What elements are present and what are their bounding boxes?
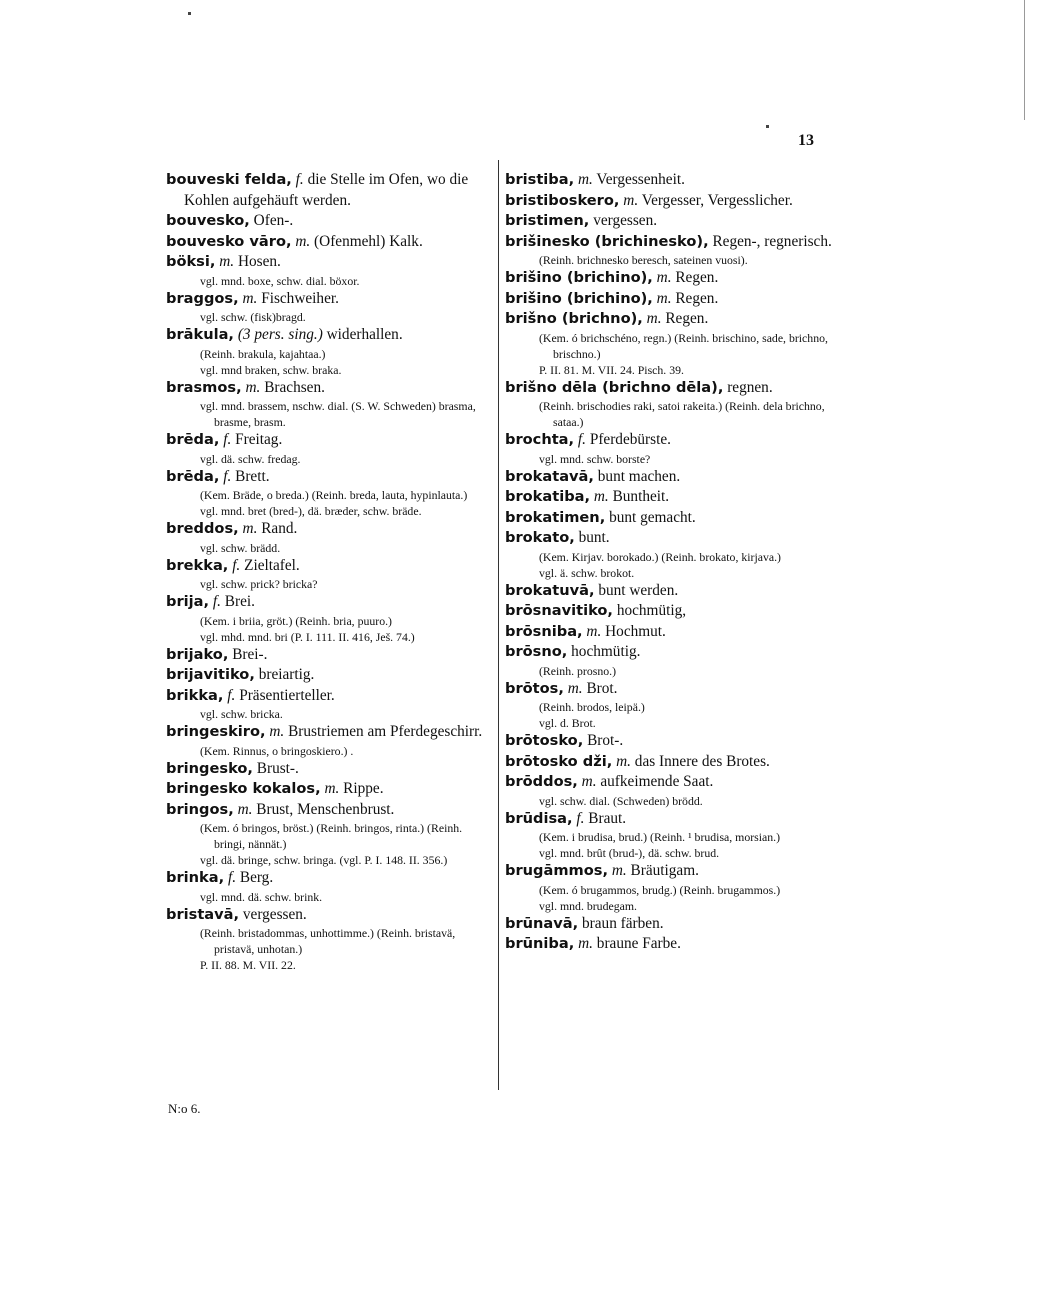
dictionary-entry [166,519,496,540]
dictionary-entry [166,430,496,451]
definition: Brett. [235,467,270,485]
scan-edge-line [1024,0,1025,120]
grammar-label: m. [611,862,627,879]
dictionary-entry [505,170,840,191]
dictionary-entry [505,861,840,882]
etymology-note: (Reinh. brischodies raki, satoi rakeita.) (Reinh. dela brichno, sataa.) [539,399,825,429]
etymology-note: vgl. mnd. schw. borste? [539,451,651,466]
headword: brišino (brichino), [505,289,653,307]
grammar-label: f. [232,556,241,574]
grammar-label: f. [223,431,232,448]
definition: hochmütig. [571,643,641,660]
dictionary-entry [505,268,840,289]
headword: bringos, [166,800,234,818]
definition: Pferdebürste. [589,431,671,448]
headword: brinka, [166,869,225,886]
dictionary-entry [166,592,496,613]
etymology-note: (Reinh. prosno.) [539,663,616,678]
dictionary-entry [166,779,496,800]
headword: brija, [166,593,210,610]
headword: braggos, [166,289,239,307]
dictionary-entry [166,686,496,707]
definition: Regen-, regnerisch. [712,232,832,250]
etymology-note: vgl. schw. prick? bricka? [200,577,318,591]
dictionary-entry [505,914,840,935]
headword: brōsnavitiko, [505,602,613,619]
etymology-note: vgl. mnd. brût (brud-), dä. schw. brud. [539,846,720,860]
definition: hochmütig, [616,602,687,619]
etymology-note: vgl. ä. schw. brokot. [539,565,635,580]
definition: Vergesser, Vergesslicher. [641,191,793,209]
definition: Brustriemen am Pferdegeschirr. [288,723,483,740]
headword: brijako, [166,645,229,663]
definition: Ofen-. [253,212,294,229]
etymology-note: vgl. dä. bringe, schw. bringa. (vgl. P. I. 148. II. 356.) [200,853,448,867]
etymology-note: vgl. mnd. brudegam. [539,898,637,913]
headword: brūdisa, [505,809,573,827]
dictionary-entry [505,731,840,752]
dictionary-entry [166,556,496,577]
headword: bringesko kokalos, [166,780,321,797]
scan-speck [766,125,769,128]
etymology-note: (Kem. Bräde, o breda.) (Reinh. breda, lauta, hypinlauta.) [200,488,468,502]
dictionary-entry [505,581,840,602]
dictionary-entry [505,191,840,212]
grammar-label: f. [227,869,237,886]
definition: Brust-. [256,759,299,777]
dictionary-entry [505,642,840,663]
headword: brōtosko, [505,732,584,749]
headword: bouveski felda, [166,171,292,188]
grammar-label: (3 pers. sing.) [237,326,323,343]
grammar-label: m. [237,800,253,818]
headword: böksi, [166,253,216,270]
grammar-label: m. [324,780,340,797]
headword: bristiba, [505,171,575,188]
dictionary-entry [505,528,840,549]
dictionary-entry [166,467,496,488]
definition: Berg. [239,869,274,886]
dictionary-entry [166,170,496,211]
headword: brokatavā, [505,467,594,485]
definition: Freitag. [235,431,283,448]
definition: Regen. [675,269,719,286]
headword: brišino (brichino), [505,269,653,286]
grammar-label: m. [581,773,597,790]
headword: brēda, [166,467,220,485]
headword: brochta, [505,431,575,448]
definition: bunt werden. [598,581,679,599]
column-divider [498,160,499,1090]
headword: bouvesko, [166,212,250,229]
definition: Hochmut. [605,622,666,640]
definition: bunt gemacht. [609,508,696,526]
definition: breiartig. [258,666,315,683]
definition: Braut. [588,809,627,827]
dictionary-entry [505,772,840,793]
dictionary-entry [505,622,840,643]
etymology-note: (Kem. ó bringos, bröst.) (Reinh. bringos, rinta.) (Reinh. bringi, nännät.) [200,821,463,851]
etymology-note: vgl. schw. brädd. [200,540,281,555]
definition: widerhallen. [326,326,403,343]
left-column [166,170,496,973]
headword: breddos, [166,520,239,537]
definition: Rand. [261,520,298,537]
dictionary-entry [505,752,840,773]
dictionary-entry [505,508,840,529]
dictionary-entry [166,868,496,889]
dictionary-entry [505,309,840,330]
dictionary-entry [166,759,496,780]
signature-mark: N:o 6. [168,1101,201,1116]
dictionary-entry [505,430,840,451]
headword: brōddos, [505,773,578,790]
etymology-note: (Reinh. bristadommas, unhottimme.) (Reinh. bristavä, pristavä, unhotan.) [200,926,456,956]
grammar-label: f. [212,593,221,610]
etymology-note: vgl. mhd. mnd. bri (P. I. 111. II. 416, Ješ. 74.) [200,629,415,644]
definition: die Stelle im Ofen, wo die Kohlen aufgehäuft werden. [184,171,469,209]
grammar-label: m. [593,488,609,505]
etymology-note: vgl. mnd. brassem, nschw. dial. (S. W. Schweden) brasma, brasme, brasm. [200,399,476,429]
definition: Hosen. [237,253,281,270]
etymology-note: vgl. mnd braken, schw. braka. [200,362,342,377]
etymology-note: vgl. schw. bricka. [200,707,283,721]
headword: bouvesko vāro, [166,232,292,250]
etymology-note: vgl. mnd. bret (bred-), dä. bræder, schw. bräde. [200,504,422,518]
headword: bristimen, [505,212,590,229]
definition: vergessen. [593,212,658,229]
grammar-label: m. [577,171,593,188]
headword: brūniba, [505,935,575,952]
grammar-label: m. [586,622,602,640]
grammar-label: m. [567,679,583,697]
definition: das Innere des Brotes. [634,752,770,770]
headword: brugāmmos, [505,862,608,879]
dictionary-entry [505,679,840,700]
headword: brūnavā, [505,914,579,932]
definition: Regen. [675,289,719,307]
dictionary-entry [505,934,840,955]
headword: brōtos, [505,679,564,697]
dictionary-entry [166,722,496,743]
definition: bunt machen. [597,467,681,485]
etymology-note: P. II. 88. M. VII. 22. [200,958,296,972]
grammar-label: m. [616,752,631,770]
definition: Brust, Menschenbrust. [256,800,395,818]
dictionary-entry [505,467,840,488]
definition: braune Farbe. [596,935,681,952]
etymology-note: (Kem. ó brichschéno, regn.) (Reinh. brischino, sade, brichno, brischno.) [539,330,828,361]
definition: Brot-. [587,732,624,749]
definition: Regen. [665,310,709,327]
scan-speck [188,12,191,15]
etymology-note: vgl. d. Brot. [539,716,596,730]
grammar-label: f. [227,686,236,704]
definition: vergessen. [242,905,307,923]
headword: brōsno, [505,643,568,660]
etymology-note: (Kem. i brudisa, brud.) (Reinh. ¹ brudisa, morsian.) [539,830,781,844]
grammar-label: f. [223,467,232,485]
dictionary-entry [166,665,496,686]
definition: Fischweiher. [261,289,339,307]
definition: aufkeimende Saat. [600,773,714,790]
grammar-label: m. [245,378,261,396]
dictionary-entry [166,325,496,346]
definition: Zieltafel. [244,556,300,574]
headword: brokatiba, [505,488,591,505]
definition: bunt. [578,529,610,546]
headword: brekka, [166,556,229,574]
right-column [505,170,840,955]
grammar-label: m. [656,269,672,286]
etymology-note: vgl. schw. dial. (Schweden) brödd. [539,793,703,808]
etymology-note: P. II. 81. M. VII. 24. Pisch. 39. [539,362,684,377]
headword: brokato, [505,529,575,546]
grammar-label: m. [656,289,672,307]
headword: brišinesko (brichinesko), [505,232,709,250]
etymology-note: (Reinh. brodos, leipä.) [539,700,645,714]
definition: Brachsen. [264,378,325,396]
dictionary-entry [166,252,496,273]
headword: brēda, [166,431,220,448]
dictionary-entry [505,601,840,622]
dictionary-entry [166,905,496,926]
dictionary-entry [166,232,496,253]
grammar-label: m. [219,253,235,270]
headword: brokatuvā, [505,581,595,599]
definition: regnen. [727,378,773,396]
headword: brikka, [166,686,224,704]
dictionary-entry [166,645,496,666]
definition: Buntheit. [612,488,670,505]
definition: (Ofenmehl) Kalk. [314,232,423,250]
etymology-note: (Kem. i briia, gröt.) (Reinh. bria, puuro.) [200,613,392,628]
grammar-label: f. [577,431,586,448]
dictionary-entry [166,378,496,399]
headword: brokatimen, [505,508,606,526]
etymology-note: (Kem. Rinnus, o bringoskiero.) . [200,743,354,758]
definition: braun färben. [582,914,664,932]
headword: bringesko, [166,759,253,777]
grammar-label: m. [242,289,258,307]
headword: brōsniba, [505,622,583,640]
headword: brōtosko dži, [505,752,613,770]
definition: Rippe. [343,780,384,797]
page-number: 13 [798,132,814,149]
etymology-note: vgl. mnd. dä. schw. brink. [200,889,323,904]
etymology-note: vgl. schw. (fisk)bragd. [200,310,306,324]
headword: brišno dēla (brichno dēla), [505,378,724,396]
headword: bringeskiro, [166,723,266,740]
dictionary-entry [166,289,496,310]
dictionary-entry [505,378,840,399]
etymology-note: vgl. dä. schw. fredag. [200,451,301,466]
dictionary-entry [166,800,496,821]
grammar-label: f. [295,171,304,188]
dictionary-entry [505,289,840,310]
headword: brasmos, [166,378,242,396]
grammar-label: m. [578,935,593,952]
etymology-note: (Kem. Kirjav. borokado.) (Reinh. brokato, kirjava.) [539,549,781,564]
definition: Brei. [224,593,255,610]
definition: Präsentierteller. [239,686,335,704]
headword: bristiboskero, [505,191,620,209]
definition: Brot. [586,679,618,697]
grammar-label: m. [269,723,285,740]
dictionary-entry [166,211,496,232]
definition: Brei-. [232,645,268,663]
etymology-note: (Kem. ó brugammos, brudg.) (Reinh. brugammos.) [539,882,781,897]
definition: Bräutigam. [630,862,699,879]
dictionary-entry [505,487,840,508]
etymology-note: vgl. mnd. boxe, schw. dial. böxor. [200,273,360,288]
grammar-label: m. [295,232,311,250]
grammar-label: m. [242,520,258,537]
grammar-label: m. [623,191,639,209]
definition: Vergessenheit. [596,171,685,188]
grammar-label: m. [646,310,662,327]
dictionary-entry [505,809,840,830]
etymology-note: (Reinh. brichnesko beresch, sateinen vuosi). [539,253,748,267]
headword: brišno (brichno), [505,310,643,327]
dictionary-entry [505,211,840,232]
headword: brijavitiko, [166,666,255,683]
headword: brākula, [166,326,234,343]
etymology-note: (Reinh. brakula, kajahtaa.) [200,346,326,361]
dictionary-entry [505,232,840,253]
grammar-label: f. [576,809,585,827]
headword: bristavā, [166,905,240,923]
